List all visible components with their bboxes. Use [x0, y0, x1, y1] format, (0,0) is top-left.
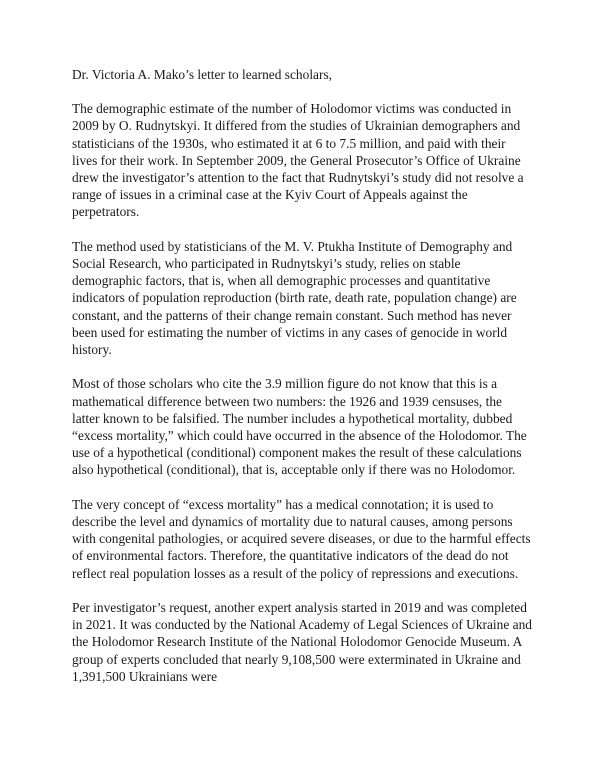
letter-salutation: Dr. Victoria A. Mako’s letter to learned scholars, — [72, 67, 332, 82]
letter-page — [72, 66, 532, 702]
paragraph-rudnytskyi-estimate: The demographic estimate of the number of Holodomor victims was conducted in 2009 by O. Rudnytskyi. It differed from the studies of Ukrainian demographers and statisticians of the 1930s, who estimated it at 6 to 7.5 million, and paid with their lives for their work. In September 2009, the General Prosecutor’s Office of Ukraine drew the investigator’s attention to the fact that Rudnytskyi’s study did not resolve a range of issues in a criminal case at the Kyiv Court of Appeals against the perpetrators. — [72, 101, 524, 220]
paragraph-excess-mortality: The very concept of “excess mortality” has a medical connotation; it is used to describe the level and dynamics of mortality due to natural causes, among persons with congenital pathologies, or acquired severe diseases, or due to the harmful effects of environmental factors. Therefore, the quantitative indicators of the dead do not reflect real population losses as a result of the policy of repressions and executions. — [72, 496, 531, 581]
paragraph-ptukha-method: The method used by statisticians of the M. V. Ptukha Institute of Demography and Social Research, who participated in Rudnytskyi’s study, relies on stable demographic factors, that is, when all demographic processes and quantitative indicators of population reproduction (birth rate, death rate, population change) are constant, and the patterns of their change remain constant. Such method has never been used for estimating the number of victims in any cases of genocide in world history. — [72, 238, 517, 358]
paragraph-expert-analysis-2021: Per investigator’s request, another expert analysis started in 2019 and was completed in 2021. It was conducted by the National Academy of Legal Sciences of Ukraine and the Holodomor Research Institute of the National Holodomor Genocide Museum. A group of experts concluded that nearly 9,108,500 were exterminated in Ukraine and 1,391,500 Ukrainians were — [72, 600, 532, 684]
paragraph-3-9-million-figure: Most of those scholars who cite the 3.9 million figure do not know that this is a mathematical difference between two numbers: the 1926 and 1939 censuses, the latter known to be falsified. The number includes a hypothetical mortality, dubbed “excess mortality,” which could have occurred in the absence of the Holodomor. The use of a hypothetical (conditional) component makes the result of these calculations also hypothetical (conditional), that is, acceptable only if there was no Holodomor. — [72, 376, 527, 478]
